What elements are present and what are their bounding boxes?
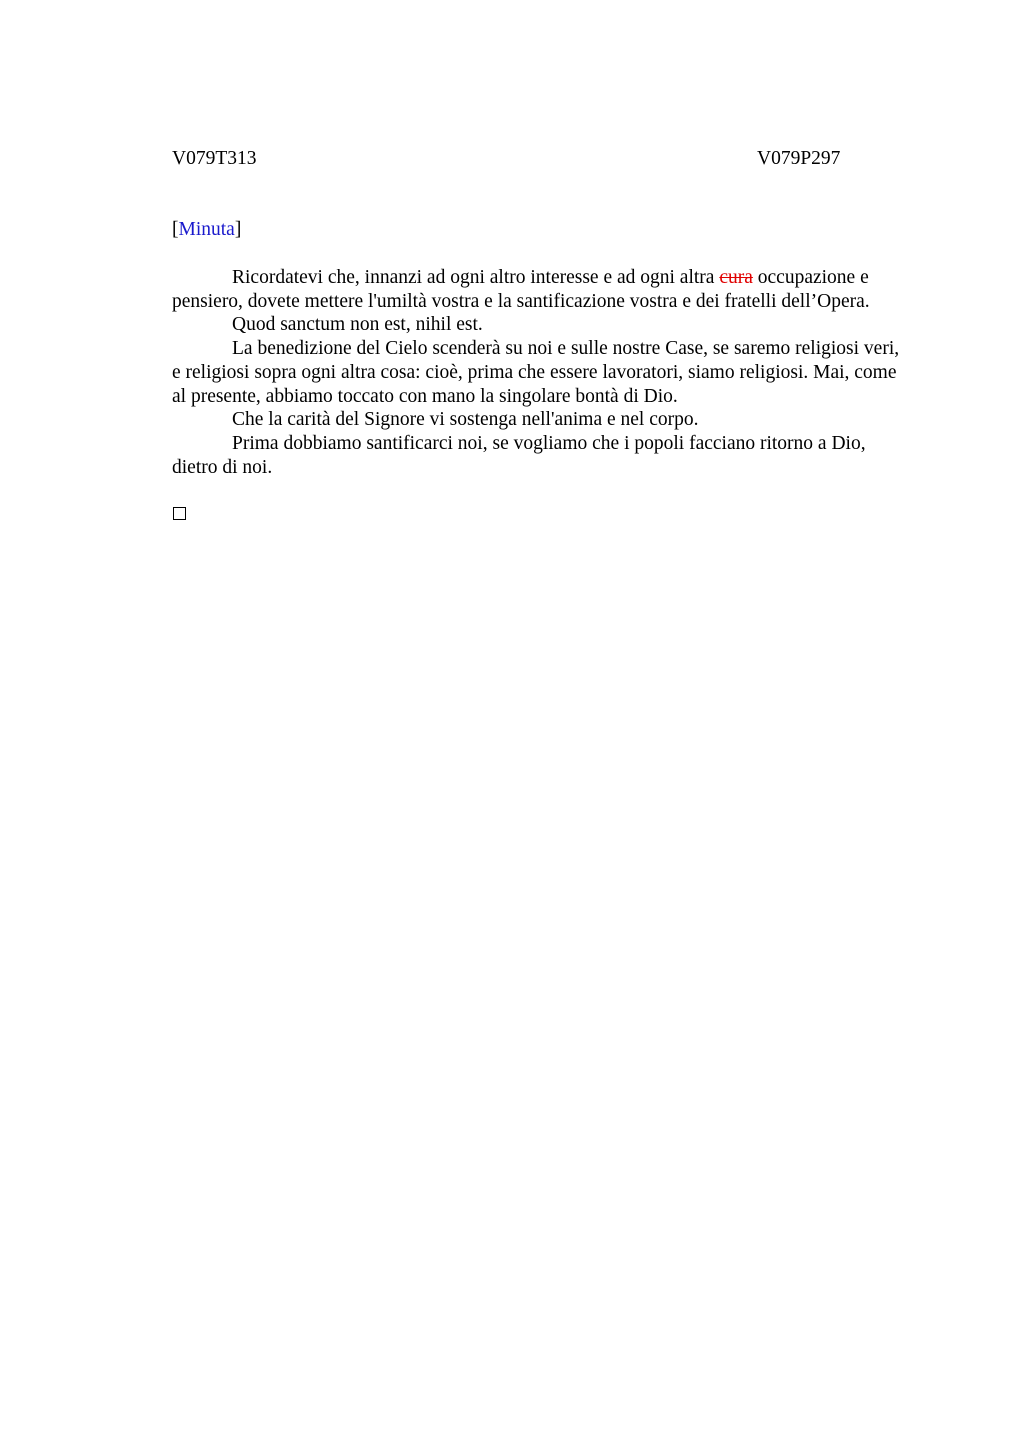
paragraph-1-before: Ricordatevi che, innanzi ad ogni altro interesse e ad ogni altra bbox=[232, 267, 720, 288]
paragraph-1-after: occupazione e pensiero, dovete mettere l'umiltà vostra e la santificazione vostra e dei fratelli dell’Opera. bbox=[172, 267, 870, 312]
document-code-left: V079T313 bbox=[172, 148, 257, 169]
paragraph-3: La benedizione del Cielo scenderà su noi e sulle nostre Case, se saremo religiosi veri, e religiosi sopra ogni altra cosa: cioè, prima che essere lavoratori, siamo religiosi. Mai, come al presente, abbiamo toccato con mano la singolare bontà di Dio. bbox=[172, 338, 900, 407]
paragraph-5: Prima dobbiamo santificarci noi, se vogliamo che i popoli facciano ritorno a Dio, dietro di noi. bbox=[172, 432, 866, 478]
paragraph-2: Quod sanctum non est, nihil est. bbox=[232, 314, 483, 336]
document-code-right: V079P297 bbox=[757, 148, 841, 169]
end-marker-box bbox=[173, 507, 186, 520]
minuta-label bbox=[172, 218, 241, 242]
close-bracket: ] bbox=[234, 219, 242, 240]
paragraph-1 bbox=[172, 266, 912, 313]
deleted-word: cura bbox=[719, 267, 753, 288]
letter-body bbox=[172, 266, 912, 479]
open-bracket: [ bbox=[172, 219, 179, 240]
paragraph-4: Che la carità del Signore vi sostenga nell'anima e nel corpo. bbox=[232, 409, 699, 431]
minuta-link[interactable]: Minuta bbox=[178, 219, 235, 240]
